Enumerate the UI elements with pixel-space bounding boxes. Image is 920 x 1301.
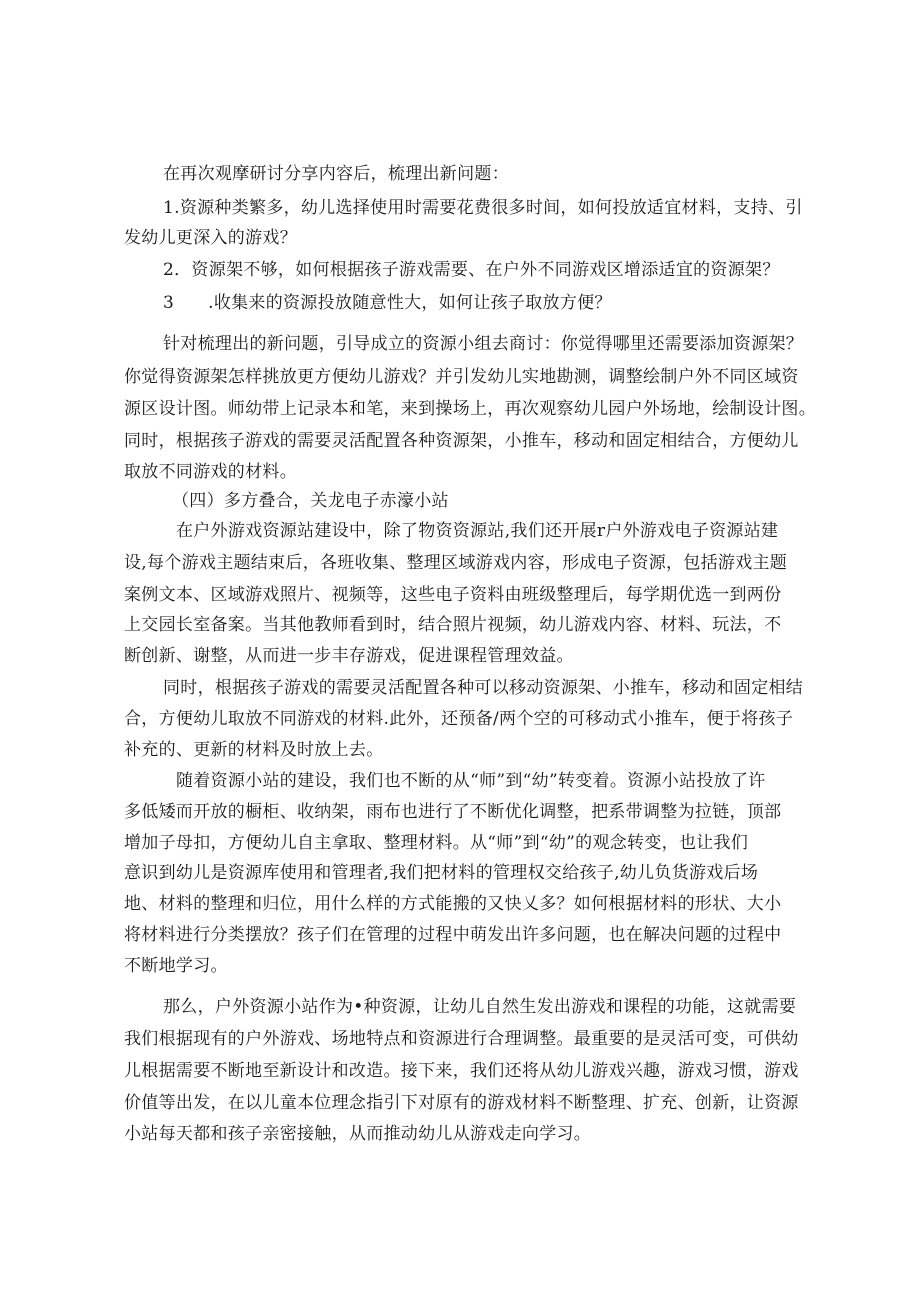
- p4-line-2: 多低矮而开放的橱柜、收纳架，雨布也进行了不断优化调整，把系带调整为拉链，顶部: [124, 802, 782, 822]
- p5-line-4: 价值等出发，在以儿童本位理念指引下对原有的游戏材料不断整理、扩充、创新，让资源: [124, 1093, 799, 1113]
- p5-line-5: 小站每天都和孩子亲密接触，从而推动幼儿从游戏走向学习。: [124, 1124, 592, 1144]
- p4-line-4: 意识到幼儿是资源库使用和管理者,我们把材料的管理权交给孩子,幼儿负货游戏后场: [124, 863, 759, 883]
- question-1-line-2: 发幼儿更深入的游戏？: [124, 228, 297, 248]
- p2-line-3: 案例文本、区域游戏照片、视频等，这些电子资料由班级整理后，每学期优选一到两份: [124, 585, 782, 605]
- p1-line-3: 源区设计图。师幼带上记录本和笔，来到操场上，再次观察幼儿园户外场地，绘制设计图。: [124, 399, 816, 419]
- p5-line-2: 我们根据现有的户外游戏、场地特点和资源进行合理调整。最重要的是灵活可变，可供幼: [124, 1029, 799, 1049]
- question-2-line-1: 2．资源架不够，如何根据孩子游戏需要、在户外不同游戏区增添适宜的资源架？: [163, 260, 780, 280]
- p4-line-5: 地、材料的整理和归位，用什么样的方式能搬的又快乂多？如何根据材料的形状、大小: [124, 894, 782, 914]
- p2-line-5: 断创新、谢整，从而进一步丰存游戏，促进课程管理效益。: [124, 646, 574, 666]
- p4-line-6: 将材料进行分类摆放？孩子们在管理的过程中萌发出许多问题，也在解决问题的过程中: [124, 925, 782, 945]
- p1-line-4: 同时，根据孩子游戏的需要灵活配置各种资源架，小推车，移动和固定相结合，方便幼儿: [124, 431, 799, 451]
- intro-line: 在再次观摩研讨分享内容后，梳理出新问题：: [163, 164, 509, 184]
- section-heading: （四）多方叠合，关龙电子赤濠小站: [172, 491, 449, 511]
- p2-line-1: 在户外游戏资源站建设中，除了物资资源站,我们还开展r户外游戏电子资源站建: [176, 521, 779, 541]
- p3-line-3: 补充的、更新的材料及时放上去。: [124, 740, 384, 760]
- question-3-text: .收集来的资源投放随意性大，如何让孩子取放方便？: [208, 293, 612, 313]
- p2-line-4: 上交园长室备案。当其他教师看到时，结合照片视频，幼儿游戏内容、材料、玩法，不: [124, 615, 782, 635]
- p1-line-1: 针对梳理出的新问题，引导成立的资源小组去商讨：你觉得哪里还需要添加资源架？: [163, 334, 804, 354]
- p5-line-3: 儿根据需要不断地至新设计和改造。接下来，我们还将从幼儿游戏兴趣，游戏习惯，游戏: [124, 1061, 799, 1081]
- p5-line-1: 那么，户外资源小站作为•种资源，让幼儿自然生发出游戏和课程的功能，这就需要: [163, 997, 797, 1017]
- p1-line-2: 你觉得资源架怎样挑放更方便幼儿游戏？并引发幼儿实地勘测，调整绘制户外不同区域资: [124, 367, 799, 387]
- p4-line-3: 增加子母扣，方便幼儿自主拿取、整理材料。从“师”到“幼”的观念转变，也让我们: [124, 833, 749, 853]
- p3-line-1: 同时，根据孩子游戏的需要灵活配置各种可以移动资源架、小推车，移动和固定相结: [163, 678, 804, 698]
- p3-line-2: 合，方便幼儿取放不同游戏的材料.此外，还预备/两个空的可移动式小推车，便于将孩子: [124, 709, 794, 729]
- p4-line-1: 随着资源小站的建设，我们也不断的从“师”到“幼”转变着。资源小站投放了许: [176, 771, 766, 791]
- p2-line-2: 设,每个游戏主题结束后，各班收集、整理区域游戏内容，形成电子资源，包括游戏主题: [124, 553, 788, 573]
- p1-line-5: 取放不同游戏的材料。: [124, 462, 297, 482]
- question-3-number: 3: [163, 293, 175, 313]
- p4-line-7: 不断地学习。: [124, 956, 228, 976]
- question-1-line-1: 1.资源种类繁多，幼儿选择使用时需要花费很多时间，如何投放适宜材料，支持、引: [163, 198, 803, 218]
- question-3-line: [163, 292, 612, 314]
